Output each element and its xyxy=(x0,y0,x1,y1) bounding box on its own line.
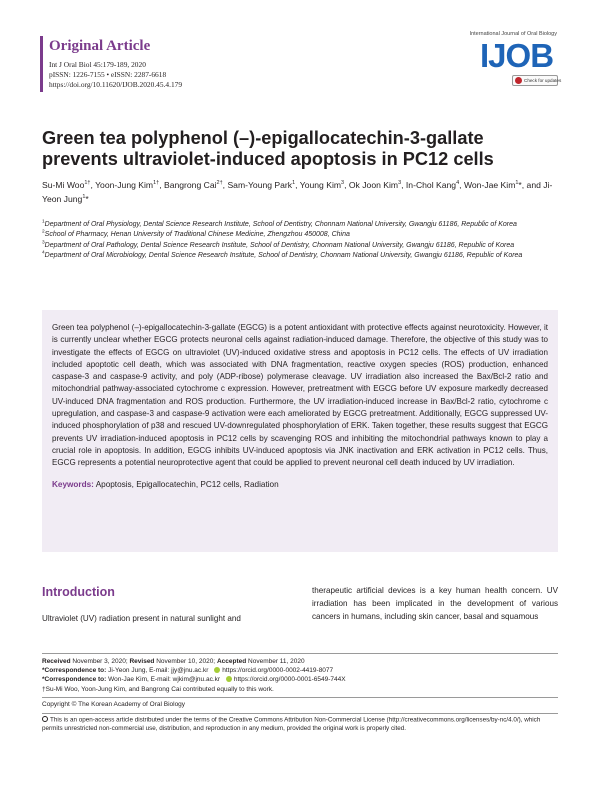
author-name: Yoon-Jung Kim xyxy=(95,180,154,190)
author-separator: , xyxy=(222,180,228,190)
doi-link[interactable]: https://doi.org/10.11620/IJOB.2020.45.4.179 xyxy=(49,80,183,89)
creative-commons-icon xyxy=(42,716,48,722)
issn: pISSN: 1226-7155 • eISSN: 2287-6618 xyxy=(49,70,167,79)
correspondence-2 xyxy=(42,675,346,684)
journal-logo-text: IJOB xyxy=(480,37,554,74)
correspondence-1 xyxy=(42,666,346,675)
received-date: November 3, 2020; xyxy=(72,658,128,665)
affiliation-number: 1 xyxy=(42,219,45,225)
affiliation-item xyxy=(42,230,562,240)
affiliation-number: 2 xyxy=(42,230,45,236)
author-separator: *, and xyxy=(518,180,544,190)
correspondence-2-text: Won-Jae Kim, E-mail: wjkim@jnu.ac.kr xyxy=(108,676,221,683)
abstract-text: Green tea polyphenol (–)-epigallocatechin-3-gallate (EGCG) is a potent antioxidant with protective effects against neurotoxicity. However, it is currently unclear whether EGCG protects neuronal cells against radiation-induced damage. Therefore, the objective of this study was to investigate the effects of EGCG on ultraviolet (UV)-induced oxidative stress and apoptosis in PC12 cells. The effects of UV irradiation included apoptotic cell death, which was associated with DNA fragmentation, reactive oxygen species (ROS) production, enhanced caspase-3 and caspase-9 activity, and poly (ADP-ribose) polymerase cleavage. UV irradiation also increased the Bax/Bcl-2 ratio and mitochondrial pathway-associated cytochrome c expression. However, pretreatment with EGCG before UV exposure markedly decreased UV-induced DNA fragmentation and ROS production. Furthermore, the UV irradiation-induced increase in Bax/Bcl-2 ratio, cytochrome c upregulation, and caspase-3 and caspase-9 activation were each ameliorated by EGCG pretreatment. Additionally, EGCG suppressed UV-induced phosphorylation of p38 and rescued UV-downregulated phosphorylation of ERK. Taken together, these results suggest that EGCG prevents UV irradiation-induced apoptosis in PC12 cells by scavenging ROS and inhibiting the mitochondrial pathways known to play a crucial role in apoptosis. In addition, EGCG inhibits UV-induced apoptosis via JNK inactivation and ERK activation in PC12 cells. Thus, EGCG represents a potential neuroprotective agent that could be applied to prevent neuronal cell death induced by UV irradiation. xyxy=(52,323,548,468)
journal-name: International Journal of Oral Biology xyxy=(469,31,557,37)
affiliation-text: Department of Oral Physiology, Dental Science Research Institute, School of Dentistry, Chonnam National University, Gwangju 61186, Republic of Korea xyxy=(44,221,517,228)
abstract-box xyxy=(42,310,558,552)
equal-contribution-note: †Su-Mi Woo, Yoon-Jung Kim, and Bangrong Cai contributed equally to this work. xyxy=(42,686,274,693)
introduction-text-left: Ultraviolet (UV) radiation present in natural sunlight and xyxy=(42,614,241,623)
author-affiliation-mark: 3 xyxy=(398,180,402,187)
accepted-label: Accepted xyxy=(216,658,247,665)
orcid-link-2[interactable]: https://orcid.org/0000-0001-6549-744X xyxy=(233,676,346,683)
received-dates xyxy=(42,657,305,666)
author-separator: , xyxy=(459,180,464,190)
affiliation-item xyxy=(42,241,562,251)
crossmark-icon xyxy=(515,77,522,84)
copyright: Copyright © The Korean Academy of Oral Biology xyxy=(42,701,186,708)
citation: Int J Oral Biol 45:179-189, 2020 xyxy=(49,60,146,69)
article-type: Original Article xyxy=(49,38,151,54)
correspondence-label: *Correspondence to: xyxy=(42,676,107,683)
author-name: Sam-Young Park xyxy=(227,180,293,190)
keywords xyxy=(52,480,548,489)
footer-divider xyxy=(42,713,558,714)
footer-divider xyxy=(42,697,558,698)
orcid-link-1[interactable]: https://orcid.org/0000-0002-4419-8077 xyxy=(222,667,334,674)
author-affiliation-mark: 1† xyxy=(153,180,160,187)
author-name: Won-Jae Kim xyxy=(463,180,516,190)
orcid-icon xyxy=(226,676,232,682)
affiliation-number: 4 xyxy=(42,250,45,256)
footer-divider xyxy=(42,653,558,654)
author-separator: , xyxy=(159,180,164,190)
author-name: Young Kim xyxy=(299,180,342,190)
affiliation-item xyxy=(42,220,562,230)
author-separator: , xyxy=(401,180,406,190)
author-affiliation-mark: 2† xyxy=(216,180,223,187)
author-affiliation-mark: 3 xyxy=(341,180,345,187)
affiliation-text: School of Pharmacy, Henan University of Traditional Chinese Medicine, Zhengzhou 450008, China xyxy=(44,231,350,239)
received-label: Received xyxy=(42,658,71,665)
author-separator: * xyxy=(85,193,89,204)
check-updates-label: Check for updates xyxy=(524,78,562,83)
check-updates-button[interactable] xyxy=(512,75,562,86)
author-name: In-Chol Kang xyxy=(405,180,457,190)
introduction-heading: Introduction xyxy=(42,585,115,599)
author-affiliation-mark: 1† xyxy=(84,180,91,187)
keywords-text: Apoptosis, Epigallocatechin, PC12 cells, Radiation xyxy=(95,479,279,489)
correspondence xyxy=(42,666,346,684)
affiliation-text: Department of Oral Pathology, Dental Science Research Institute, School of Dentistry, Chonnam National University, Gwangju 61186, Republic of Korea xyxy=(44,241,515,249)
article-title: Green tea polyphenol (–)-epigallocatechin-3-gallate prevents ultraviolet-induced apoptosis in PC12 cells xyxy=(42,128,494,169)
author-name: Su-Mi Woo xyxy=(42,180,85,190)
license xyxy=(42,716,558,734)
author-name: Ok Joon Kim xyxy=(348,180,399,190)
journal-logo xyxy=(478,36,560,76)
author-separator: , xyxy=(295,180,300,190)
author-affiliation-mark: 1 xyxy=(82,193,86,200)
author-name: Ji-Yeon Jung xyxy=(42,180,553,204)
accepted-date: November 11, 2020 xyxy=(248,658,305,665)
license-text: This is an open-access article distributed under the terms of the Creative Commons Attribution Non-Commercial License (http://creativecommons.org/licenses/by-nc/4.0/), which permits unrestricted non-commercial use, distribution, and reproduction in any medium, provided the original work is properly cited. xyxy=(42,716,541,733)
author-name: Bangrong Cai xyxy=(163,180,217,190)
keywords-label: Keywords: xyxy=(52,479,94,489)
introduction-text-right: therapeutic artificial devices is a key human health concern. UV irradiation has been implicated in the development of various cancers in humans, including skin cancer, basal and squamous xyxy=(312,586,558,621)
author-list xyxy=(42,179,562,206)
author-separator: , xyxy=(344,180,349,190)
author-affiliation-mark: 4 xyxy=(456,180,460,187)
citation-meta xyxy=(49,60,182,90)
author-affiliation-mark: 1 xyxy=(292,180,296,187)
affiliation-item xyxy=(42,251,562,261)
header-accent-bar xyxy=(40,36,43,92)
affiliation-text: Department of Oral Microbiology, Dental Science Research Institute, School of Dentistry, Chonnam National University, Gwangju 61186, Republic of Korea xyxy=(44,252,523,260)
revised-label: Revised xyxy=(129,658,155,665)
affiliation-list xyxy=(42,220,562,262)
revised-date: November 10, 2020; xyxy=(156,658,216,665)
affiliation-number: 3 xyxy=(42,240,45,246)
orcid-icon xyxy=(214,667,220,673)
correspondence-label: *Correspondence to: xyxy=(42,667,107,674)
author-affiliation-mark: 1 xyxy=(515,180,519,187)
correspondence-1-text: Ji-Yeon Jung, E-mail: jjy@jnu.ac.kr xyxy=(108,667,209,674)
author-separator: , xyxy=(90,180,96,190)
